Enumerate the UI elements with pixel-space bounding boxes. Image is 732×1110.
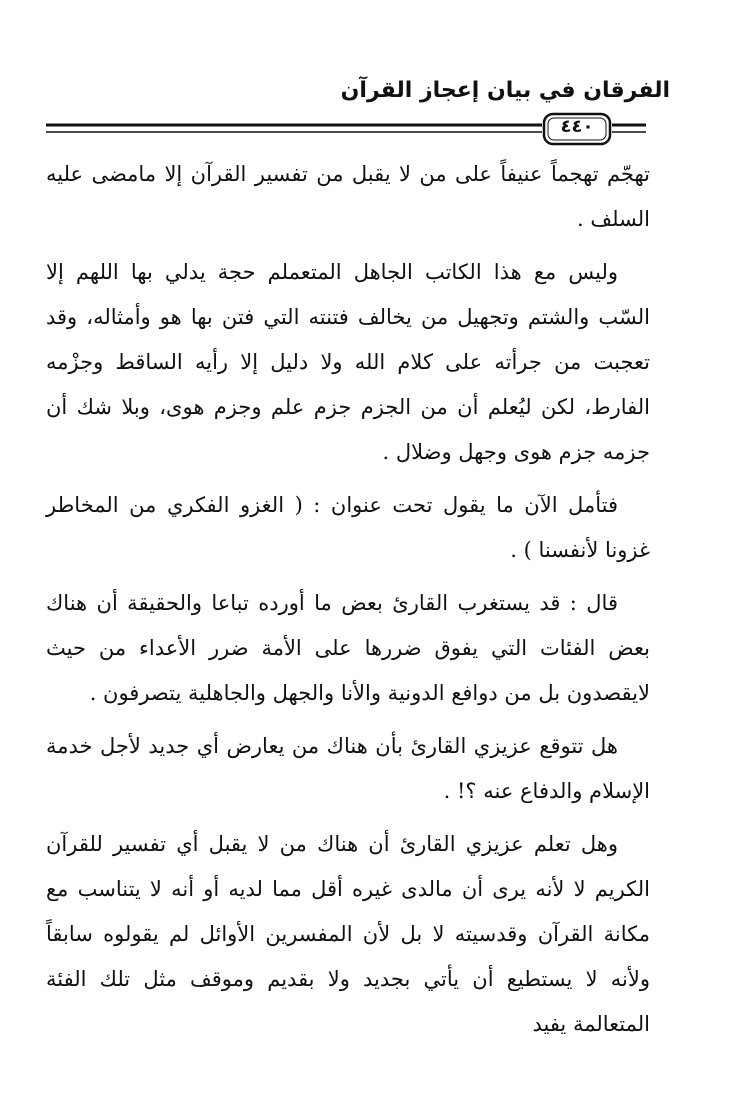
paragraph-6: وهل تعلم عزيزي القارئ أن هناك من لا يقبل أي تفسير للقرآن الكريم لا لأنه يرى أن مالدى غيره أقل مما لديه أو أنه لا يتناسب مع مكانة القرآن وقدسيته لا بل لأن المفسرين الأوائل لم يقولوه سابقاً ولأنه لا يستطيع أن يأتي بجديد ولا بقديم وموقف مثل تلك الفئة المتعالمة يفيد (46, 832, 650, 1036)
body-text (46, 152, 650, 1055)
running-title: الفرقان في بيان إعجاز القرآن (340, 78, 670, 103)
paragraph-4: قال : قد يستغرب القارئ بعض ما أورده تباعا والحقيقة أن هناك بعض الفئات التي يفوق ضررها على الأمة ضرر الأعداء من حيث لايقصدون بل من دوافع الدونية والأنا والجهل والجاهلية يتصرفون . (46, 591, 650, 705)
paragraph-3: فتأمل الآن ما يقول تحت عنوان : ( الغزو الفكري من المخاطر غزونا لأنفسنا ) . (46, 493, 650, 562)
page-number: ٤٤٠ (560, 116, 594, 137)
paragraph-1: تهجّم تهجماً عنيفاً على من لا يقبل من تفسير القرآن إلا مامضى عليه السلف . (46, 162, 650, 231)
paragraph-2: وليس مع هذا الكاتب الجاهل المتعملم حجة يدلي بها اللهم إلا السّب والشتم وتجهيل من يخالف فتنته التي فتن بها هو وأمثاله، وقد تعجبت من جرأته على كلام الله ولا دليل إلا رأيه الساقط وجزْمه الفارط، لكن ليُعلم أن من الجزم جزم علم وجزم هوى، وبلا شك أن جزمه جزم هوى وجهل وضلال . (46, 260, 650, 464)
paragraph-5: هل تتوقع عزيزي القارئ بأن هناك من يعارض أي جديد لأجل خدمة الإسلام والدفاع عنه ؟! . (46, 734, 650, 803)
